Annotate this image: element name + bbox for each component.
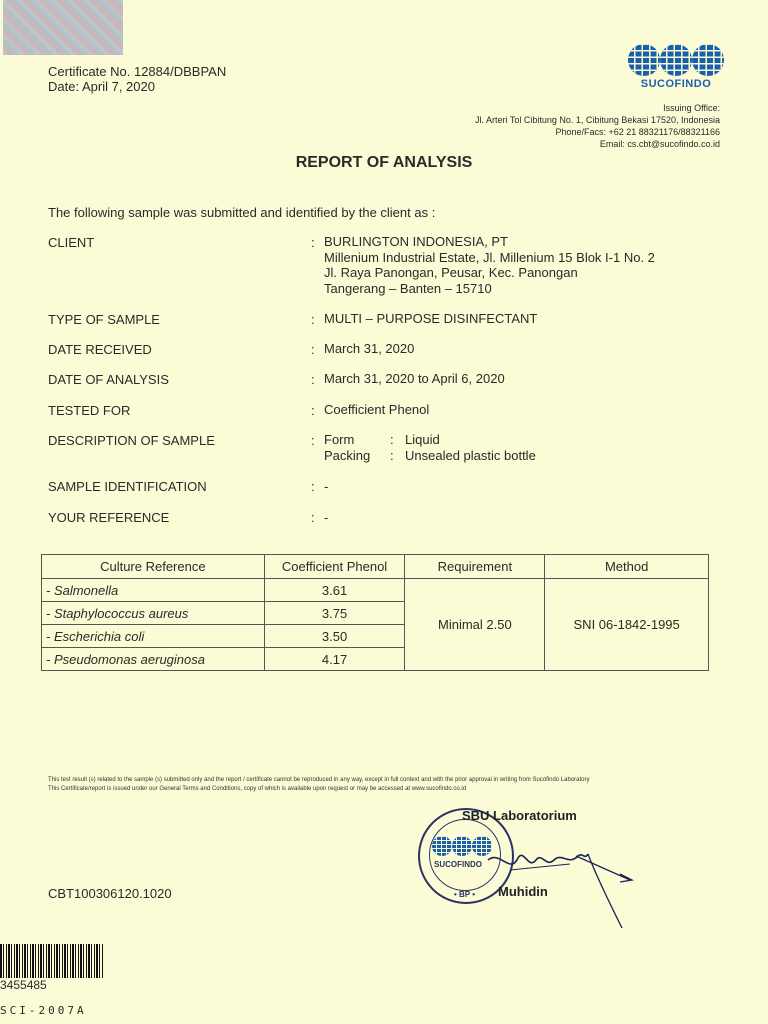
method-cell: SNI 06-1842-1995 — [545, 579, 709, 671]
header-method: Method — [545, 555, 709, 579]
analysis-value: March 31, 2020 to April 6, 2020 — [324, 371, 505, 386]
received-label: DATE RECEIVED — [48, 342, 152, 357]
sucofindo-logo — [628, 44, 724, 90]
barcode-number: 3455485 — [0, 978, 47, 992]
client-address-line-2: Jl. Raya Panongan, Peusar, Kec. Panongan — [324, 265, 578, 280]
coefficient-cell: 4.17 — [264, 648, 405, 671]
tested-value: Coefficient Phenol — [324, 402, 430, 417]
stamp-text: SUCOFINDO — [434, 860, 482, 869]
client-colon: : — [311, 235, 315, 250]
header-culture-reference: Culture Reference — [42, 555, 265, 579]
certificate-date: Date: April 7, 2020 — [48, 79, 155, 94]
type-label: TYPE OF SAMPLE — [48, 312, 160, 327]
culture-cell: - Escherichia coli — [42, 625, 265, 648]
office-phone: Phone/Facs: +62 21 88321176/88321166 — [555, 127, 720, 137]
reference-code: CBT100306120.1020 — [48, 886, 172, 901]
coefficient-cell: 3.50 — [264, 625, 405, 648]
analysis-colon: : — [311, 372, 315, 387]
disclaimer-line-1: This test result (s) related to the sample (s) submitted only and the report / certificate cannot be reproduced in any way, except in full context and with the prior approval in writing from Sucofindo Laboratory — [48, 777, 590, 783]
disclaimer — [48, 776, 590, 794]
client-label: CLIENT — [48, 235, 95, 250]
handwritten-signature — [470, 830, 640, 940]
packing-value: Unsealed plastic bottle — [405, 448, 536, 463]
client-address-line-3: Tangerang – Banten – 15710 — [324, 280, 492, 296]
identification-value: - — [324, 479, 329, 494]
reference-value: - — [324, 510, 329, 525]
table-row — [42, 579, 709, 602]
globe-logo-icon — [628, 44, 724, 76]
requirement-cell: Minimal 2.50 — [405, 579, 545, 671]
culture-cell: - Pseudomonas aeruginosa — [42, 648, 265, 671]
client-address-line-1: Millenium Industrial Estate, Jl. Millenium 15 Blok I-1 No. 2 — [324, 249, 655, 265]
received-colon: : — [311, 342, 315, 357]
corner-security-stamp — [3, 0, 123, 55]
tested-colon: : — [311, 403, 315, 418]
report-title: REPORT OF ANALYSIS — [295, 154, 473, 171]
reference-label: YOUR REFERENCE — [48, 510, 170, 525]
results-table — [41, 554, 709, 671]
culture-cell: - Salmonella — [42, 579, 265, 602]
culture-cell: - Staphylococcus aureus — [42, 602, 265, 625]
client-name: BURLINGTON INDONESIA, PT — [324, 234, 508, 249]
barcode-icon — [0, 944, 104, 978]
analysis-label: DATE OF ANALYSIS — [48, 372, 169, 387]
signer-name: Muhidin — [498, 884, 548, 899]
client-value — [324, 234, 655, 296]
issuing-office — [475, 102, 720, 150]
disclaimer-line-2: This Certificate/report is issued under our General Terms and Conditions, copy of which is available upon request or may be accessed at www.sucofindo.co.id — [48, 786, 467, 792]
coefficient-cell: 3.61 — [264, 579, 405, 602]
packing-colon: : — [390, 448, 394, 463]
reference-colon: : — [311, 510, 315, 525]
stamp-bp: • BP • — [454, 890, 476, 899]
office-address: Jl. Arteri Tol Cibitung No. 1, Cibitung Bekasi 17520, Indonesia — [475, 115, 720, 125]
received-value: March 31, 2020 — [324, 341, 415, 356]
header-requirement: Requirement — [405, 555, 545, 579]
office-label: Issuing Office: — [663, 103, 720, 113]
laboratory-name: SBU Laboratorium — [462, 808, 577, 823]
identification-label: SAMPLE IDENTIFICATION — [48, 479, 207, 494]
identification-colon: : — [311, 479, 315, 494]
form-code: SCI-2007A — [0, 1004, 87, 1017]
table-header-row — [42, 555, 709, 579]
form-value: Liquid — [405, 432, 440, 447]
intro-text: The following sample was submitted and identified by the client as : — [48, 205, 436, 220]
packing-key: Packing — [324, 448, 371, 463]
coefficient-cell: 3.75 — [264, 602, 405, 625]
type-value: MULTI – PURPOSE DISINFECTANT — [324, 311, 538, 326]
certificate-header — [48, 64, 226, 94]
certificate-number: Certificate No. 12884/DBBPAN — [48, 64, 227, 79]
logo-text: SUCOFINDO — [640, 78, 712, 90]
type-colon: : — [311, 312, 315, 327]
office-email: Email: cs.cbt@sucofindo.co.id — [599, 139, 720, 149]
tested-label: TESTED FOR — [48, 403, 131, 418]
header-coefficient-phenol: Coefficient Phenol — [264, 555, 405, 579]
form-colon: : — [390, 432, 394, 447]
form-key: Form — [324, 432, 355, 447]
description-label: DESCRIPTION OF SAMPLE — [48, 433, 215, 448]
description-colon: : — [311, 433, 315, 448]
